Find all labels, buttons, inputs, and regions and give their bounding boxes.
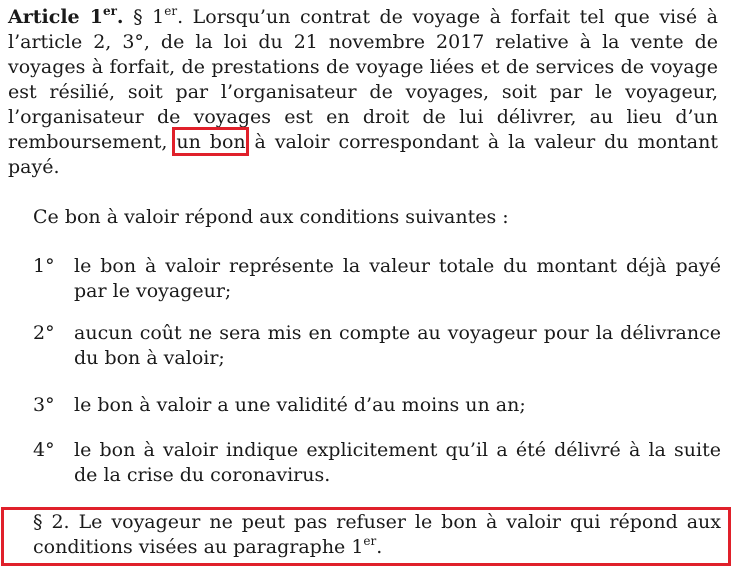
article-text-before: . Lorsqu’un contrat de voyage à forfait tel que visé à l’article 2, 3°, de la loi du 21 novembre 2017 relative à la vente de voyages à forfait, de prestations de voyage liées et de services de voyage est résilié, soit par l’organisateur de voyages, soit par le voyageur, l’organisateur de voyages est en droit de lui délivrer, au lieu d’un remboursement, — [8, 6, 718, 153]
article-1-paragraph-1 — [8, 5, 718, 180]
condition-text: le bon à valoir représente la valeur totale du montant déjà payé par le voyageur; — [74, 255, 721, 302]
condition-text: aucun coût ne sera mis en compte au voyageur pour la délivrance du bon à valoir; — [74, 322, 721, 369]
article-heading: Article 1er. — [8, 4, 124, 28]
article-1-paragraph-2: § 2. Le voyageur ne peut pas refuser le bon à valoir qui répond aux conditions visées au paragraphe 1er. — [33, 511, 721, 558]
condition-number: 1° — [33, 255, 55, 277]
condition-text: le bon à valoir indique explicitement qu’il a été délivré à la suite de la crise du coronavirus. — [74, 439, 721, 486]
condition-text: le bon à valoir a une validité d’au moins un an; — [74, 394, 526, 416]
paragraph-mark: § 1er — [133, 4, 178, 28]
conditions-intro: Ce bon à valoir répond aux conditions suivantes : — [33, 206, 509, 228]
condition-number: 3° — [33, 394, 55, 416]
condition-number: 4° — [33, 439, 55, 461]
condition-number: 2° — [33, 322, 55, 344]
article-text-after: à valoir correspondant à la valeur du montant payé. — [8, 131, 718, 178]
highlighted-phrase: un bon — [176, 131, 246, 153]
